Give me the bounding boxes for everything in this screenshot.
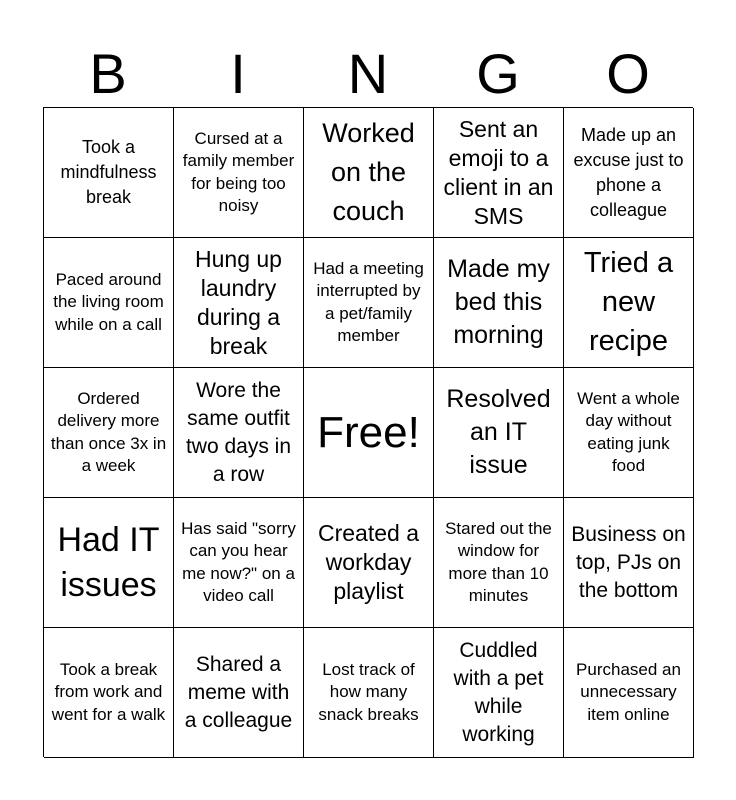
cell-text: Has said "sorry can you hear me now?" on a video call: [181, 518, 296, 605]
header-letter-g: G: [476, 42, 520, 105]
bingo-cell[interactable]: [304, 238, 434, 368]
bingo-cell[interactable]: [304, 108, 434, 238]
bingo-cell[interactable]: [564, 628, 694, 758]
cell-text: Cursed at a family member for being too noisy: [182, 128, 295, 215]
bingo-cell[interactable]: [44, 238, 174, 368]
bingo-cell[interactable]: [44, 628, 174, 758]
cell-text: Took a break from work and went for a walk: [51, 659, 166, 724]
bingo-cell[interactable]: [434, 628, 564, 758]
cell-text: Lost track of how many snack breaks: [318, 659, 419, 724]
bingo-cell[interactable]: [564, 498, 694, 628]
bingo-cell[interactable]: [174, 628, 304, 758]
bingo-cell[interactable]: [174, 108, 304, 238]
cell-text: Had IT issues: [57, 520, 160, 604]
bingo-cell[interactable]: [44, 368, 174, 498]
cell-text: Shared a meme with a colleague: [184, 652, 293, 732]
header-letter-o: O: [606, 42, 650, 105]
bingo-cell[interactable]: [304, 628, 434, 758]
header-letter-b: B: [89, 42, 127, 105]
cell-text: Worked on the couch: [322, 118, 415, 226]
cell-text: Ordered delivery more than once 3x in a week: [50, 388, 167, 475]
bingo-grid: [43, 107, 693, 757]
bingo-cell[interactable]: [434, 108, 564, 238]
cell-text: Business on top, PJs on the bottom: [571, 522, 686, 602]
cell-text: Purchased an unnecessary item online: [576, 659, 681, 724]
bingo-cell[interactable]: [174, 238, 304, 368]
cell-text: Created a workday playlist: [317, 520, 419, 604]
header-letter-i: I: [230, 42, 246, 105]
cell-text: Cuddled with a pet while working: [453, 638, 544, 746]
cell-text: Stared out the window for more than 10 minutes: [445, 518, 552, 605]
free-space-text: Free!: [317, 407, 420, 457]
header-letter-n: N: [347, 42, 389, 105]
cell-text: Had a meeting interrupted by a pet/family member: [313, 258, 424, 345]
bingo-cell[interactable]: [434, 498, 564, 628]
bingo-cell[interactable]: [434, 368, 564, 498]
cell-text: Sent an emoji to a client in an SMS: [443, 115, 554, 229]
cell-text: Went a whole day without eating junk food: [577, 388, 680, 475]
cell-text: Wore the same outfit two days in a row: [185, 378, 292, 486]
bingo-cell[interactable]: [564, 108, 694, 238]
bingo-cell[interactable]: [564, 368, 694, 498]
cell-text: Hung up laundry during a break: [195, 245, 282, 359]
cell-text: Made up an excuse just to phone a colleague: [573, 124, 684, 220]
free-space-cell[interactable]: [304, 368, 434, 498]
cell-text: Paced around the living room while on a call: [53, 269, 164, 334]
bingo-cell[interactable]: [44, 498, 174, 628]
cell-text: Made my bed this morning: [447, 255, 550, 349]
bingo-cell[interactable]: [564, 238, 694, 368]
bingo-cell[interactable]: [304, 498, 434, 628]
bingo-cell[interactable]: [434, 238, 564, 368]
cell-text: Resolved an IT issue: [446, 385, 551, 479]
cell-text: Took a mindfulness break: [60, 137, 157, 207]
bingo-cell[interactable]: [174, 368, 304, 498]
bingo-cell[interactable]: [174, 498, 304, 628]
bingo-cell[interactable]: [44, 108, 174, 238]
cell-text: Tried a new recipe: [583, 247, 674, 357]
